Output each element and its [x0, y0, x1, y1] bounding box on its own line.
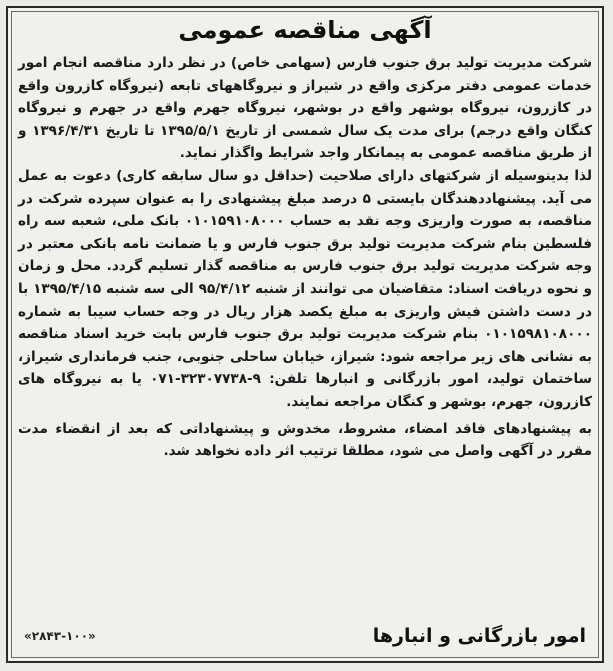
notice-body	[18, 52, 592, 463]
tender-notice	[6, 6, 604, 663]
notice-footer	[24, 625, 586, 647]
notice-signature: امور بازرگانی و انبارها	[372, 625, 586, 647]
notice-paragraph-closing: به پیشنهادهای فاقد امضاء، مشروط، مخدوش و پیشنهاداتی که بعد از انقضاء مدت مقرر در آگهی واصل می شود، مطلقا ترتیب اثر داده نخواهد شد.	[18, 420, 592, 460]
notice-reference-code: «۲۸۴۳-۱۰۰»	[24, 629, 96, 643]
notice-paragraph-intro: شرکت مدیریت تولید برق جنوب فارس (سهامی خاص) در نظر دارد مناقصه انجام امور خدمات عمومی دفتر مرکزی واقع در شیراز و نیروگاههای تابعه (نیروگاه کازرون واقع در کازرون، نیروگاه بوشهر واقع در بوشهر، نیروگاه جهرم واقع در جهرم و نیروگاه کنگان واقع درجم) برای مدت یک سال شمسی از تاریخ ۱۳۹۵/۵/۱ تا تاریخ ۱۳۹۶/۴/۳۱ و از طریق مناقصه عمومی به پیمانکار واجد شرایط واگذار نماید.	[18, 55, 593, 162]
notice-title: آگهی مناقصه عمومی	[178, 16, 432, 44]
notice-paragraph-conditions: لذا بدینوسیله از شرکتهای دارای صلاحیت (حداقل دو سال سابقه کاری) دعوت به عمل می آید. پیشنهاددهندگان بایستی ۵ درصد مبلغ پیشنهادی را به عنوان سپرده شرکت در مناقصه، به صورت واریزی وجه نقد به حساب ۰۱۰۱۵۹۱۰۸۰۰۰ بانک ملی، شعبه سه راه فلسطین بنام شرکت مدیریت تولید برق جنوب فارس و یا ضمانت نامه بانکی معتبر در وجه شرکت مدیریت تولید برق جنوب فارس به مناقصه گذار تسلیم گردد. محل و زمان و نحوه دریافت اسناد: متقاضیان می توانند از شنبه ۹۵/۴/۱۲ الی سه شنبه ۱۳۹۵/۴/۱۵ با در دست داشتن فیش واریزی به مبلغ یکصد هزار ریال در وجه حساب سیبا به شماره ۰۱۰۱۵۹۸۱۰۸۰۰۰ بنام شرکت مدیریت تولید برق جنوب فارس بابت خرید اسناد مناقصه به نشانی های زیر مراجعه شود: شیراز، خیابان ساحلی جنوبی، جنب فرمانداری شیراز، ساختمان تولید، امور بازرگانی و انبارها تلفن: ۹-۳۲۳۰۷۷۳۸-۰۷۱ یا به نیروگاه های کازرون، جهرم، بوشهر و کنگان مراجعه نمایند.	[18, 167, 592, 410]
